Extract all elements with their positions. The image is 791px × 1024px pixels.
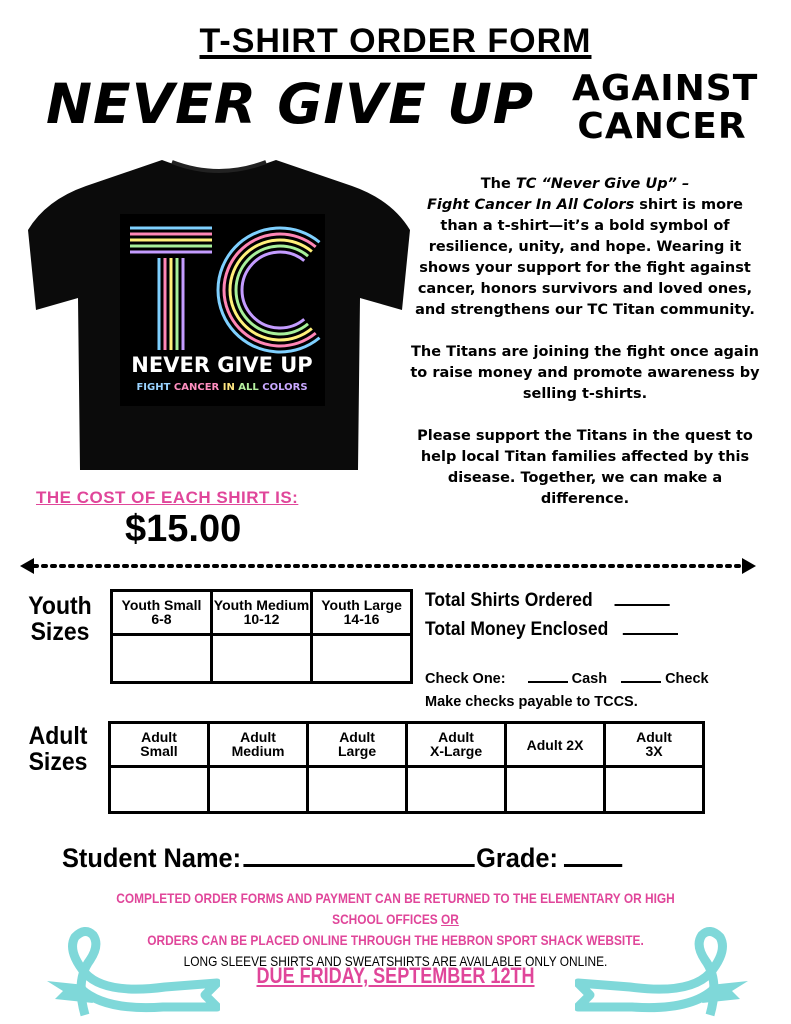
student-info: Student Name: Grade:	[62, 843, 622, 874]
cost-label: THE COST OF EACH SHIRT IS:	[36, 488, 299, 507]
tagline-word: ALL	[238, 382, 259, 393]
headline: NEVER GIVE UP	[46, 72, 535, 136]
adult-xlarge-qty-field[interactable]	[407, 767, 506, 813]
shirt-tagline	[136, 382, 307, 393]
dotted-divider	[18, 556, 758, 576]
payable-note: Make checks payable to TCCS.	[425, 694, 638, 710]
tshirt-image	[22, 150, 417, 480]
youth-medium-header: Youth Medium 10-12	[211, 591, 311, 635]
description-p1: The TC “Never Give Up” – Fight Cancer In All Colors shirt is more than a t-shirt—it’s a bold symbol of resilience, unity, and hope. Wearing it shows your support for the fight against cancer, honors survivors and loved ones, and strengthens our TC Titan community.	[415, 176, 755, 318]
tshirt-graphic	[22, 150, 417, 480]
cost-value: $15.00	[125, 508, 242, 550]
tagline-word: CANCER	[173, 382, 220, 393]
adult-small-qty-field[interactable]	[110, 767, 209, 813]
cash-checkbox[interactable]	[528, 681, 568, 683]
adult-large-header: Adult Large	[308, 723, 407, 767]
youth-large-header: Youth Large 14-16	[312, 591, 412, 635]
adult-3x-header: Adult 3X	[605, 723, 704, 767]
adult-sizes-table	[108, 721, 705, 814]
description-p2: The Titans are joining the fight once again to raise money and promote awareness by selling t-shirts.	[410, 344, 760, 402]
youth-small-header: Youth Small 6-8	[112, 591, 212, 635]
youth-sizes-table	[110, 589, 413, 684]
description-p3: Please support the Titans in the quest to help local Titan families affected by this disease. Together, we can make a difference.	[417, 428, 753, 507]
payment-method: Check One: Cash Check	[425, 671, 709, 687]
youth-small-qty-field[interactable]	[112, 635, 212, 683]
adult-large-qty-field[interactable]	[308, 767, 407, 813]
tagline-word: COLORS	[262, 382, 308, 393]
due-date: DUE FRIDAY, SEPTEMBER 12TH	[256, 963, 535, 988]
adult-sizes-label: Adult Sizes	[28, 722, 88, 776]
return-instructions: COMPLETED ORDER FORMS AND PAYMENT CAN BE RETURNED TO THE ELEMENTARY OR HIGH SCHOOL OFFICES OR ORDERS CAN BE PLACED ONLINE THROUGH THE HEBRON SPORT SHACK WEBSITE. LONG SLEEVE SHIRTS AND SWEATSHIRTS ARE AVAILABLE ONLY ONLINE.	[116, 890, 675, 969]
description	[410, 174, 760, 531]
student-name-field[interactable]	[243, 864, 474, 867]
check-checkbox[interactable]	[621, 681, 661, 683]
adult-small-header: Adult Small	[110, 723, 209, 767]
against-word: AGAINST	[572, 68, 759, 109]
youth-sizes-label: Youth Sizes	[28, 592, 92, 646]
adult-xlarge-header: Adult X-Large	[407, 723, 506, 767]
form-title: T-SHIRT ORDER FORM	[199, 22, 592, 60]
total-money-enclosed: Total Money Enclosed	[425, 619, 678, 641]
adult-medium-qty-field[interactable]	[208, 767, 307, 813]
adult-medium-header: Adult Medium	[208, 723, 307, 767]
shirt-main-text: NEVER GIVE UP	[131, 353, 313, 377]
adult-3x-qty-field[interactable]	[605, 767, 704, 813]
adult-2x-header: Adult 2X	[506, 723, 605, 767]
grade-field[interactable]	[564, 864, 622, 867]
total-shirts-field[interactable]	[615, 604, 670, 606]
youth-large-qty-field[interactable]	[312, 635, 412, 683]
total-shirts-ordered: Total Shirts Ordered	[425, 590, 670, 612]
headline-subtitle	[572, 68, 759, 147]
tagline-word: IN	[222, 382, 235, 393]
tagline-word: FIGHT	[136, 382, 171, 393]
youth-medium-qty-field[interactable]	[211, 635, 311, 683]
adult-2x-qty-field[interactable]	[506, 767, 605, 813]
cancer-word: CANCER	[577, 106, 747, 147]
total-money-field[interactable]	[623, 633, 678, 635]
